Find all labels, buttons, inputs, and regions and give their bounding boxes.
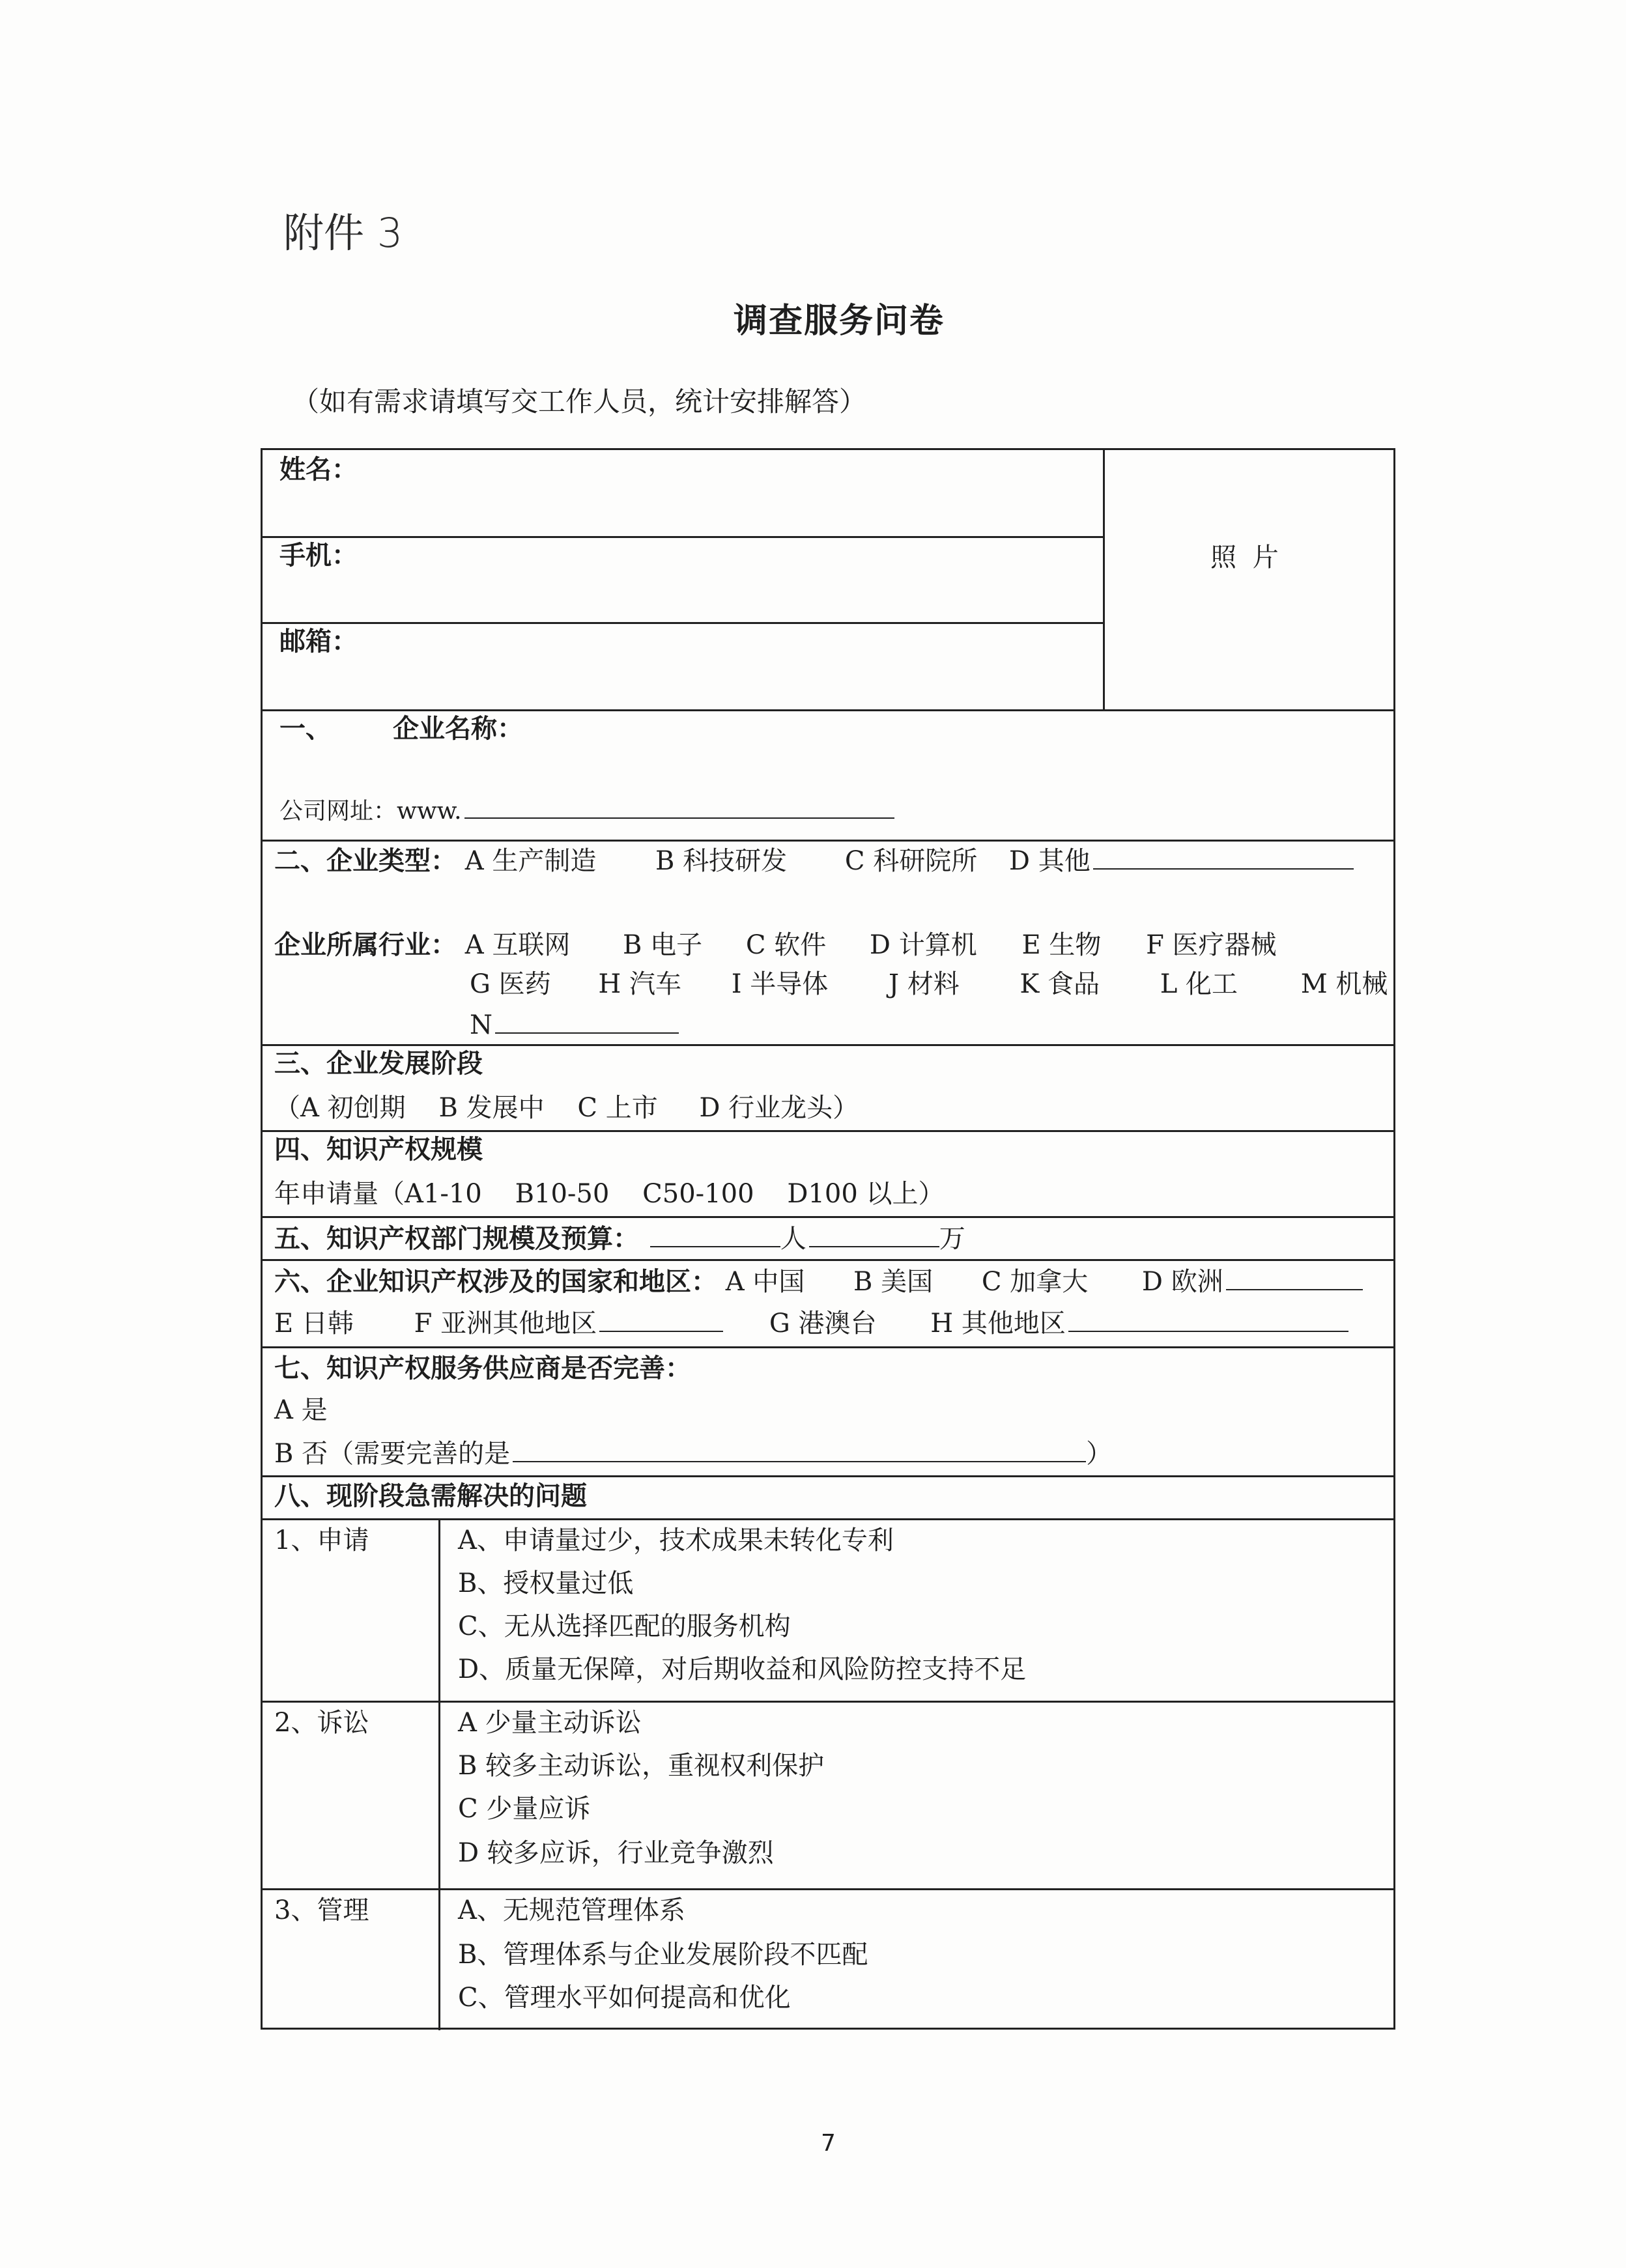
unit-money: 万 <box>939 1224 965 1254</box>
region-europe-field[interactable] <box>1226 1267 1363 1290</box>
industry-other-row <box>470 1010 679 1038</box>
industry-label: 企业所属行业： <box>274 929 457 960</box>
phone-label: 手机： <box>279 540 358 571</box>
section-divider <box>263 840 1393 842</box>
industry-option-i[interactable]: I 半导体 <box>731 969 829 999</box>
industry-option-n[interactable]: N <box>470 1010 492 1040</box>
group-label-application: 1、申请 <box>274 1525 369 1555</box>
group-label-management: 3、管理 <box>274 1895 369 1925</box>
phone-field[interactable] <box>367 537 1096 621</box>
website-row <box>279 795 894 823</box>
region-option-d[interactable]: D 欧洲 <box>1141 1267 1223 1297</box>
section7-option-a[interactable]: A 是 <box>274 1395 328 1425</box>
industry-option-b[interactable]: B 电子 <box>623 930 703 960</box>
management-option-a[interactable]: A、无规范管理体系 <box>458 1895 685 1925</box>
section-divider <box>263 1044 1393 1046</box>
section-divider <box>263 709 1393 711</box>
section-divider <box>263 1346 1393 1348</box>
region-other-field[interactable] <box>1068 1309 1348 1332</box>
application-option-b[interactable]: B、授权量过低 <box>458 1568 634 1598</box>
region-option-a[interactable]: A 中国 <box>725 1267 805 1297</box>
section-divider <box>263 1216 1393 1218</box>
company-type-option-d[interactable]: D 其他 <box>1008 846 1091 876</box>
page-title: 调查服务问卷 <box>734 301 945 341</box>
management-option-b[interactable]: B、管理体系与企业发展阶段不匹配 <box>458 1940 868 1970</box>
region-asia-other-field[interactable] <box>599 1309 723 1332</box>
litigation-option-c[interactable]: C 少量应诉 <box>458 1794 591 1824</box>
industry-other-field[interactable] <box>495 1010 679 1034</box>
section1-title: 企业名称： <box>393 713 523 744</box>
industry-option-m[interactable]: M 机械 <box>1300 969 1388 999</box>
section3-options[interactable]: （A 初创期 B 发展中 C 上市 D 行业龙头） <box>274 1093 859 1123</box>
region-option-g[interactable]: G 港澳台 <box>769 1309 877 1339</box>
region-option-e[interactable]: E 日韩 <box>274 1309 354 1339</box>
company-type-option-c[interactable]: C 科研院所 <box>844 846 978 876</box>
industry-option-k[interactable]: K 食品 <box>1020 969 1100 999</box>
name-field[interactable] <box>367 450 1096 533</box>
industry-option-d[interactable]: D 计算机 <box>869 930 977 960</box>
industry-option-e[interactable]: E 生物 <box>1021 930 1102 960</box>
budget-field[interactable] <box>809 1224 939 1247</box>
industry-row-2 <box>470 971 1388 997</box>
website-field[interactable] <box>464 795 894 819</box>
industry-option-l[interactable]: L 化工 <box>1160 969 1238 999</box>
litigation-option-b[interactable]: B 较多主动诉讼，重视权利保护 <box>458 1751 825 1781</box>
section5-row <box>274 1224 965 1252</box>
section6-title: 六、企业知识产权涉及的国家和地区： <box>274 1266 717 1297</box>
company-type-label: 二、企业类型： <box>274 845 457 876</box>
section6-row-2 <box>274 1309 1348 1337</box>
region-option-c[interactable]: C 加拿大 <box>981 1267 1089 1297</box>
company-type-other-field[interactable] <box>1093 846 1354 870</box>
company-type-option-b[interactable]: B 科技研发 <box>655 846 788 876</box>
litigation-option-a[interactable]: A 少量主动诉讼 <box>458 1708 642 1738</box>
section4-title: 四、知识产权规模 <box>274 1134 483 1165</box>
litigation-option-d[interactable]: D 较多应诉，行业竞争激烈 <box>458 1838 774 1868</box>
survey-form <box>261 448 1395 2030</box>
company-type-option-a[interactable]: A 生产制造 <box>464 846 597 876</box>
section7-title: 七、知识产权服务供应商是否完善： <box>274 1353 691 1383</box>
industry-option-c[interactable]: C 软件 <box>745 930 827 960</box>
section-divider <box>263 1518 1393 1520</box>
section5-title: 五、知识产权部门规模及预算： <box>274 1223 639 1254</box>
section3-title: 三、企业发展阶段 <box>274 1048 483 1079</box>
photo-label: 照 片 <box>1210 543 1283 573</box>
row-divider <box>263 1888 1393 1890</box>
email-field[interactable] <box>367 623 1096 707</box>
section1-number: 一、 <box>279 713 332 744</box>
industry-option-h[interactable]: H 汽车 <box>598 969 681 999</box>
page-number: 7 <box>821 2130 836 2157</box>
application-option-d[interactable]: D、质量无保障，对后期收益和风险防控支持不足 <box>458 1654 1027 1684</box>
industry-row-1 <box>274 929 1277 960</box>
website-label: 公司网址：www. <box>279 798 462 825</box>
section7-option-b-row <box>274 1439 1112 1467</box>
section7-close-paren: ） <box>1086 1439 1113 1469</box>
section6-row-1 <box>274 1267 1363 1295</box>
region-option-b[interactable]: B 美国 <box>853 1267 934 1297</box>
photo-area[interactable] <box>1105 450 1392 708</box>
region-option-f[interactable]: F 亚洲其他地区 <box>414 1309 597 1339</box>
section4-options[interactable]: 年申请量（A1-10 B10-50 C50-100 D100 以上） <box>274 1179 945 1209</box>
application-option-c[interactable]: C、无从选择匹配的服务机构 <box>458 1611 791 1641</box>
section7-option-b[interactable]: B 否（需要完善的是 <box>274 1439 511 1469</box>
industry-option-j[interactable]: J 材料 <box>888 969 960 999</box>
email-label: 邮箱： <box>279 626 358 657</box>
page-subtitle: （如有需求请填写交工作人员，统计安排解答） <box>292 386 867 418</box>
section8-column-divider <box>438 1518 440 2030</box>
application-option-a[interactable]: A、申请量过少，技术成果未转化专利 <box>458 1525 894 1555</box>
management-option-c[interactable]: C、管理水平如何提高和优化 <box>458 1983 791 2013</box>
industry-option-a[interactable]: A 互联网 <box>464 930 571 960</box>
company-type-row <box>274 846 1354 874</box>
unit-people: 人 <box>780 1224 806 1254</box>
photo-divider <box>1103 450 1105 709</box>
name-label: 姓名： <box>279 454 358 485</box>
industry-option-g[interactable]: G 医药 <box>470 969 551 999</box>
row-divider <box>263 1701 1393 1703</box>
department-size-field[interactable] <box>650 1224 780 1247</box>
improvement-field[interactable] <box>513 1439 1086 1462</box>
industry-option-f[interactable]: F 医疗器械 <box>1146 930 1277 960</box>
section8-title: 八、现阶段急需解决的问题 <box>274 1481 587 1511</box>
section-divider <box>263 1259 1393 1261</box>
region-option-h[interactable]: H 其他地区 <box>930 1309 1066 1339</box>
attachment-label: 附件 3 <box>283 209 403 257</box>
section-divider <box>263 1475 1393 1477</box>
group-label-litigation: 2、诉讼 <box>274 1708 369 1738</box>
section-divider <box>263 1130 1393 1132</box>
